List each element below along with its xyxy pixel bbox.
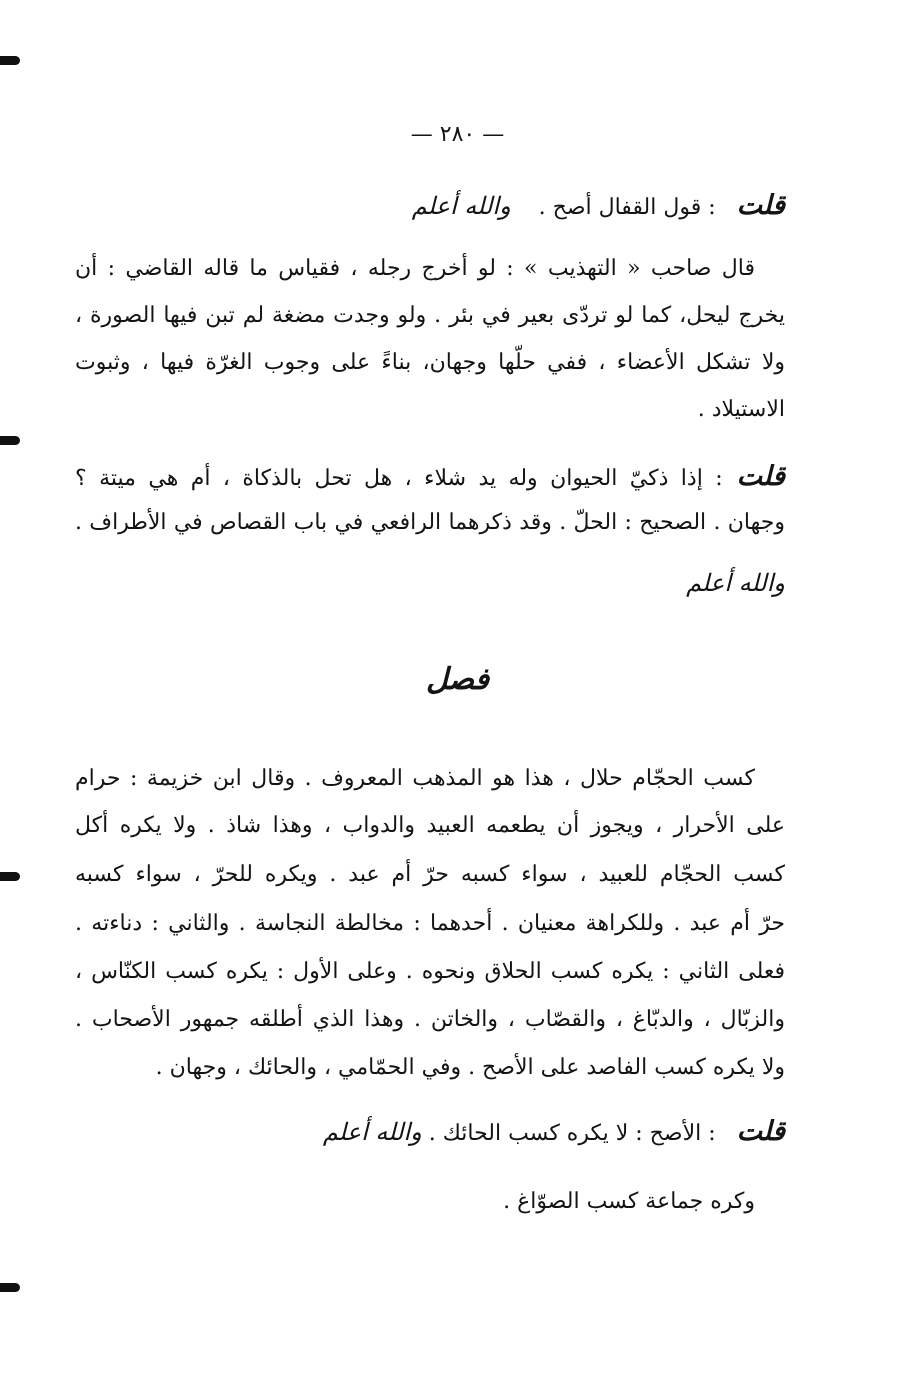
paragraph-line: والزبّال ، والدبّاغ ، والقصّاب ، والخاتن . وهذا الذي أطلقه جمهور الأصحاب . — [75, 1007, 785, 1032]
paragraph-line: على الأحرار ، ويجوز أن يطعمه العبيد والدواب ، وهذا شاذ . ولا يكره أكل — [75, 813, 785, 838]
paragraph-line: الاستيلاد . — [697, 397, 785, 422]
paragraph-line: كسب الحجّام للعبيد ، سواء كسبه حرّ أم عبد . ويكره للحرّ ، سواء كسبه — [75, 862, 785, 887]
qult-line-2 — [75, 457, 785, 499]
scan-edge-mark — [0, 436, 20, 445]
scan-edge-mark — [0, 56, 20, 65]
qult-text: : الأصح : لا يكره كسب الحائك . — [428, 1121, 716, 1146]
page-number: — ٢٨٠ — — [410, 122, 505, 147]
paragraph-line: ولا تشكل الأعضاء ، ففي حلّها وجهان، بناءً على وجوب الغرّة فيها ، وثبوت — [75, 350, 785, 375]
qult-label: قلت — [736, 461, 785, 492]
scan-edge-mark — [0, 1283, 20, 1292]
scan-edge-mark — [0, 872, 20, 881]
qult-text: : إذا ذكيّ الحيوان وله يد شلاء ، هل تحل بالذكاة ، أم هي ميتة ؟ — [75, 466, 723, 491]
qult-label: قلت — [736, 190, 785, 221]
paragraph-line: حرّ أم عبد . وللكراهة معنيان . أحدهما : مخالطة النجاسة . والثاني : دناءته . — [75, 911, 785, 936]
section-heading: فصل — [425, 662, 490, 697]
wallahu-alam: والله أعلم — [686, 569, 785, 597]
paragraph-line: كسب الحجّام حلال ، هذا هو المذهب المعروف . وقال ابن خزيمة : حرام — [75, 766, 755, 791]
qult-text: : قول القفال أصح . — [538, 195, 716, 220]
paragraph-line: وجهان . الصحيح : الحلّ . وقد ذكرهما الرافعي في باب القصاص في الأطراف . — [75, 510, 785, 535]
qult-label: قلت — [736, 1116, 785, 1147]
paragraph-line: يخرج ليحل، كما لو تردّى بعير في بئر . ولو وجدت مضغة لم تبن فيها الصورة ، — [75, 303, 785, 328]
qult-line-1 — [85, 186, 785, 228]
wallahu-alam: والله أعلم — [411, 192, 511, 220]
wallahu-alam-line — [85, 563, 785, 605]
wallahu-alam: والله أعلم — [322, 1118, 422, 1146]
paragraph-line: فعلى الثاني : يكره كسب الحلاق ونحوه . وعلى الأول : يكره كسب الكنّاس ، — [75, 959, 785, 984]
paragraph-line: قال صاحب « التهذيب » : لو أخرج رجله ، فقياس ما قاله القاضي : أن — [75, 256, 755, 281]
paragraph-line: وكره جماعة كسب الصوّاغ . — [503, 1189, 755, 1214]
paragraph-line: ولا يكره كسب الفاصد على الأصح . وفي الحمّامي ، والحائك ، وجهان . — [155, 1055, 785, 1080]
qult-line-3 — [85, 1112, 785, 1154]
